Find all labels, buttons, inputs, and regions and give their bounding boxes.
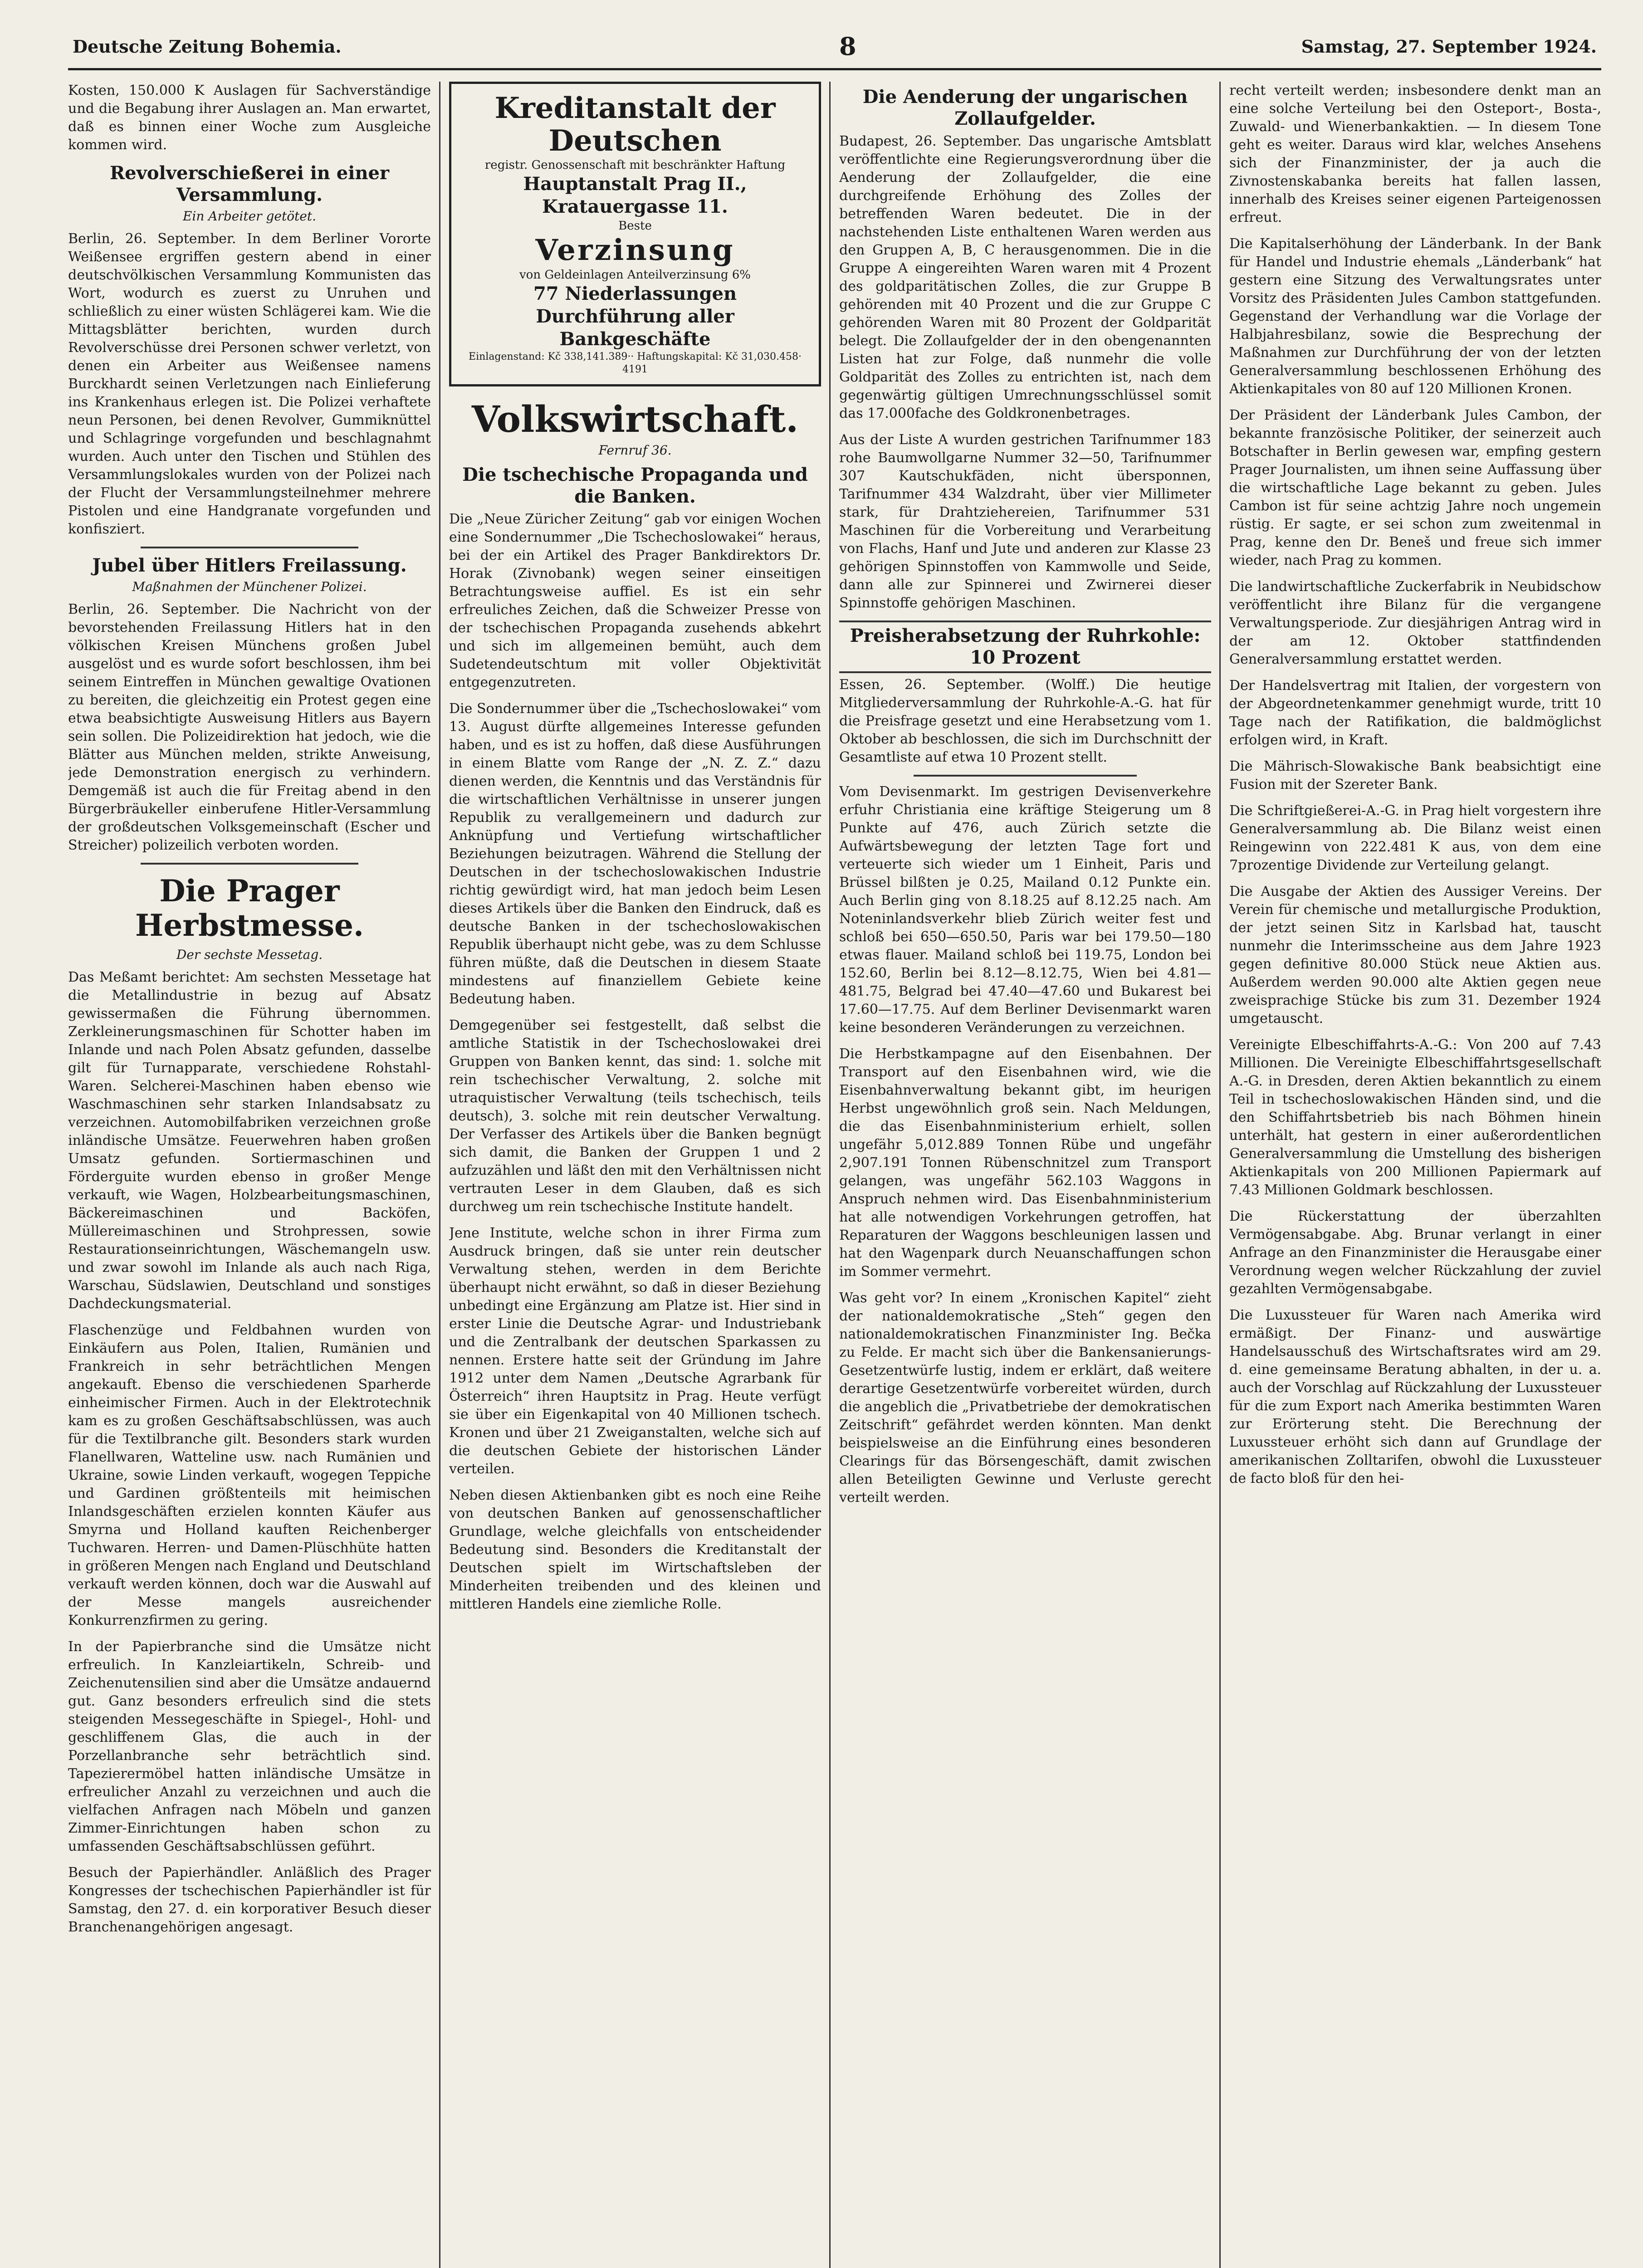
article-paragraph: Die Sondernummer über die „Tschechoslowakei“ vom 13. August dürfte allgemeines Interesse gefunden haben, und es ist zu hoffen, daß diese Ausführungen in einem Blatte vom Range der „N. Z. Z.“ dazu dienen werden, die Kenntnis und das Verständnis für die wirtschaftlichen Verhältnisse in unserer jungen Republik zu verallgemeinern und dadurch zur Anknüpfung und Vertiefung wirtschaftlicher Beziehungen beizutragen. Während die Stellung der Deutschen in der tschechoslowakischen Industrie richtig gewürdigt wird, hat man jedoch beim Lesen dieses Artikels über die Banken den Eindruck, daß es deutsche Banken in der tschechoslowakischen Republik überhaupt nicht gebe, was zu dem Schlusse führen müßte, daß die Deutschen in diesem Staate mindestens auf finanziellem Gebiete keine Bedeutung haben.	[449, 701, 821, 1007]
article-paragraph: Die Ausgabe der Aktien des Aussiger Vereins. Der Verein für chemische und metallurgische Produktion, der jetzt seinen Sitz in Karlsbad hat, tauscht nunmehr die Interimsscheine aus dem Jahre 1923 gegen definitive 80.000 Stück neue Aktien aus. Außerdem werden 90.000 alte Aktien gegen neue zweisprachige Stücke bis zum 31. Dezember 1924 umgetauscht.	[1229, 884, 1601, 1026]
column-rule	[439, 82, 440, 2268]
section-title: Volkswirtschaft.	[471, 398, 799, 440]
ad-code: 4191	[622, 364, 648, 375]
intro-paragraph: Kosten, 150.000 K Auslagen für Sachverständige und die Begabung ihrer Auslagen an. Man erwartet, daß es binnen einer Woche zum Ausgleiche kommen wird.	[68, 83, 431, 153]
article-paragraph: Die landwirtschaftliche Zuckerfabrik in Neubidschow veröffentlicht ihre Bilanz für die vergangene Verwaltungsperiode. Zur diesjährigen Antrag wird in der am 12. Oktober stattfindenden Generalversammlung erstattet werden.	[1229, 579, 1601, 667]
masthead	[68, 32, 1601, 70]
ad-line: registr. Genossenschaft mit beschränkter Haftung	[484, 158, 786, 172]
column-4	[1229, 82, 1601, 2268]
article-paragraph: In der Papierbranche sind die Umsätze nicht erfreulich. In Kanzleiartikeln, Schreib- und Zeichenutensilien sind aber die Umsätze andauernd gut. Ganz besonders erfreulich sind die stets steigenden Messegeschäfte in Spiegel-, Hohl- und geschliffenem Glas, die auch in der Porzellanbranche sehr beträchtlich sind. Tapezierermöbel hatten inländische Umsätze in erfreulicher Anzahl zu verzeichnen und auch die vielfachen Anfragen nach Möbeln und ganzen Zimmer-Einrichtungen haben schon zu umfassenden Geschäftsabschlüssen geführt.	[68, 1639, 431, 1854]
article-title: Preisherabsetzung der Ruhrkohle: 10 Prozent	[839, 621, 1211, 673]
ad-line: Verzinsung	[535, 233, 735, 267]
masthead-title: Deutsche Zeitung Bohemia.	[73, 36, 342, 57]
ad-footer: Einlagenstand: Kč 338,141.389·· Haftungskapital: Kč 31,030.458·	[469, 351, 802, 362]
article-paragraph: Der Präsident der Länderbank Jules Cambon, der bekannte französische Politiker, der seinerzeit auch Botschafter in Berlin gewesen war, empfing gestern Prager Journalisten, um ihnen seine Auffassung über die wirtschaftliche Lage bekannt zu geben. Jules Cambon ist für seine achtzig Jahre noch ungemein rüstig. Er sagte, er sei schon zum zweitenmal in Prag, kenne den Dr. Beneš und freue sich immer wieder, nach Prag zu kommen.	[1229, 407, 1601, 568]
ad-line: Hauptanstalt Prag II., Kratauergasse 11.	[523, 173, 747, 217]
ad-line: 77 Niederlassungen	[533, 283, 737, 304]
article-paragraph: Flaschenzüge und Feldbahnen wurden von Einkäufern aus Polen, Italien, Rumänien und Frankreich in sehr beträchtlichen Mengen angekauft. Ebenso die verschiedenen Sparherde einheimischer Firmen. Auch in der Elektrotechnik kam es zu großen Geschäftsabschlüssen, was auch für die Textilbranche gilt. Besonders stark wurden Flanellwaren, Watteline usw. nach Rumänien und Ukraine, sowie Linden verkauft, wogegen Teppiche und Gardinen größtenteils mit heimischen Inlandsgeschäften erzielen konnten Käufer aus Smyrna und Holland kauften Reichenberger Tuchwaren. Herren- und Damen-Plüschhüte hatten in größeren Mengen nach England und Deutschland verkauft werden können, doch war die Auswahl auf der Messe mangels ausreichender Konkurrenzfirmen zu gering.	[68, 1322, 431, 1628]
column-rule	[829, 82, 831, 2268]
article-subtitle: Maßnahmen der Münchener Polizei.	[132, 579, 367, 594]
ad-title: Kreditanstalt der Deutschen	[494, 91, 776, 158]
masthead-date: Samstag, 27. September 1924.	[1301, 36, 1597, 57]
article-title: Revolverschießerei in einer Versammlung.	[109, 162, 390, 205]
article-paragraph: Das Meßamt berichtet: Am sechsten Messetage hat die Metallindustrie in bezug auf Absatz gewissermaßen die Führung übernommen. Zerkleinerungsmaschinen für Schotter haben im Inlande und nach Polen Absatz gefunden, dasselbe gilt für Turnapparate, verschiedene Rohstahl-Waren. Selcherei-Maschinen haben ebenso wie Waschmaschinen sehr starken Inlandsabsatz zu verzeichnen. Automobilfabriken verzeichnen große inländische Umsätze. Feuerwehren haben großen Umsatz gefunden. Sortiermaschinen und Förderguite wurden ebenso in großer Menge verkauft, wie Wagen, Holzbearbeitungsmaschinen, Bäckereimaschinen und Backöfen, Müllereimaschinen und Strohpressen, sowie Restaurationseinrichtungen, Wäschemangeln usw. und zwar sowohl im Inlande als auch nach Riga, Warschau, Südslawien, Deutschland und sonstiges Dachdeckungsmaterial.	[68, 969, 431, 1312]
newspaper-page	[68, 32, 1601, 2268]
column-2	[449, 82, 821, 2268]
article-paragraph: Aus der Liste A wurden gestrichen Tarifnummer 183 rohe Baumwollgarne Nummer 32—50, Tarifnummer 307 Kautschukfäden, nicht übersponnen, Tarifnummer 434 Walzdraht, über vier Millimeter stark, für Drahtziehereien, Tarifnummer 531 Maschinen für die Vorbereitung und Verarbeitung von Flachs, Hanf und Jute und anderen zur Klasse 23 gehörigen Spinnstoffen von Kammwolle und Seide, dann alle zur Spinnerei und Zwirnerei dieser Spinnstoffe gehörigen Maschinen.	[839, 432, 1211, 611]
article-paragraph: Neben diesen Aktienbanken gibt es noch eine Reihe von deutschen Banken auf genossenschaftlicher Grundlage, welche gleichfalls von entscheidender Bedeutung sind. Besonders die Kreditanstalt der Deutschen spielt im Wirtschaftsleben der Minderheiten treibenden und des kleinen und mittleren Handels eine ziemliche Rolle.	[449, 1487, 821, 1612]
article-subtitle: Ein Arbeiter getötet.	[182, 209, 317, 224]
separator	[914, 775, 1137, 777]
article-paragraph: Vereinigte Elbeschiffahrts-A.-G.: Von 200 auf 7.43 Millionen. Die Vereinigte Elbeschiffahrtsgesellschaft A.-G. in Dresden, deren Aktien bekanntlich zu einem Teil in tschechoslowakischen Händen sind, und die den Schiffahrtsbetrieb bis nach Böhmen hinein unterhält, hat gestern in einer außerordentlichen Generalversammlung die Umstellung des bisherigen Aktienkapitals von 200 Millionen Papiermark auf 7.43 Millionen Goldmark beschlossen.	[1229, 1037, 1601, 1198]
column-3	[839, 82, 1211, 2268]
page-number: 8	[839, 32, 856, 61]
article-paragraph: Budapest, 26. September. Das ungarische Amtsblatt veröffentlichte eine Regierungsverordnung über die Aenderung der Zollaufgelder, die eine durchgreifende Erhöhung des Zolles der betreffenden Waren bedeutet. Die in der nachstehenden Liste enthaltenen Waren werden aus den Gruppen A, B, C herausgenommen. Die in die Gruppe A eingereihten Waren waren mit 4 Prozent des goldparitätischen Zolles, die zur Gruppe B gehörenden mit 40 Prozent und die zur Gruppe C gehörenden Waren mit 80 Prozent der Goldparität belegt. Die Zollaufgelder der in den obengenannten Listen hat zur Folge, daß nunmehr die volle Goldparität des Zolles zu entrichten ist, nach dem gegenwärtig gültigen Umrechnungsschlüssel somit das 17.000fache des Goldkronenbetrages.	[839, 133, 1211, 421]
separator	[141, 547, 358, 548]
section-phone: Fernruf 36.	[598, 443, 672, 458]
article-paragraph: Die Rückerstattung der überzahlten Vermögensabgabe. Abg. Brunar verlangt in einer Anfrage an den Finanzminister die Herausgabe einer Verordnung wegen welcher Rückzahlung der zuviel gezahlten Vermögensabgabe.	[1229, 1208, 1601, 1297]
separator	[141, 863, 358, 865]
bank-advertisement	[449, 82, 821, 386]
article-paragraph: Berlin, 26. September. Die Nachricht von der bevorstehenden Freilassung Hitlers hat in den völkischen Kreisen Münchens großen Jubel ausgelöst und es wurde sofort beschlossen, ihm bei seinem Eintreffen in München gewaltige Ovationen zu bereiten, die gleichzeitig ein Protest gegen eine etwa beabsichtigte Ausweisung Hitlers aus Bayern sein sollen. Die Polizeidirektion hat jedoch, wie die Blätter aus München melden, strikte Anweisung, jede Demonstration energisch zu verhindern. Demgemäß ist auch die für Freitag abend in den Bürgerbräukeller einberufene Hitler-Versammlung der großdeutschen Volksgemeinschaft (Escher und Streicher) polizeilich verboten worden.	[68, 601, 431, 853]
article-paragraph: Die Mährisch-Slowakische Bank beabsichtigt eine Fusion mit der Szereter Bank.	[1229, 758, 1601, 792]
article-paragraph: recht verteilt werden; insbesondere denkt man an eine solche Verteilung bei den Osteport-, Bosta-, Zuwald- und Wienerbankaktien. — In diesem Tone geht es weiter. Daraus wird klar, welches Ansehens sich der Finanzminister, der ja auch die Zivnostenskabanka bereits hat fallen lassen, innerhalb des Kreises seiner eigenen Parteigenossen erfreut.	[1229, 83, 1601, 225]
article-paragraph: Vom Devisenmarkt. Im gestrigen Devisenverkehre erfuhr Christiania eine kräftige Steigerung um 8 Punkte auf 476, auch Zürich setzte die Aufwärtsbewegung der letzten Tage fort und verteuerte sich wieder um 1 Einheit, Paris und Brüssel bilßten je 0.25, Mailand 0.12 Punkte ein. Auch Berlin ging von 8.18.25 auf 8.12.25 nach. Am Noteninlandsverkehr blieb Zürich weiter fest und schloß bei 650—650.50, Paris war bei 179.50—180 etwas flauer. Mailand schloß bei 119.75, London bei 152.60, Berlin bei 8.12—8.12.75, Wien bei 4.81—481.75, Belgrad bei 47.40—47.60 und Bukarest bei 17.60—17.75. Auf dem Berliner Devisenmarkt waren keine besonderen Veränderungen zu verzeichnen.	[839, 784, 1211, 1036]
article-paragraph: Die Luxussteuer für Waren nach Amerika wird ermäßigt. Der Finanz- und auswärtige Handelsausschuß des Wirtschaftsrates wird am 29. d. eine gemeinsame Beratung abhalten, in der u. a. auch der Vorschlag auf Rückzahlung der Luxussteuer für die zum Export nach Amerika bestimmten Waren zur Erörterung steht. Die Berechnung der Luxussteuer erhöht sich dann auf Grundlage der amerikanischen Zolltarifen, obwohl die Luxussteuer de facto bloß für den hei-	[1229, 1307, 1601, 1486]
ad-line: Beste	[618, 219, 652, 233]
article-paragraph: Jene Institute, welche schon in ihrer Firma zum Ausdruck bringen, daß sie unter rein deutscher Verwaltung stehen, werden in dem Berichte überhaupt nicht erwähnt, so daß in dieser Beziehung unbedingt eine Ergänzung am Platze ist. Hier sind in erster Linie die Deutsche Agrar- und Industriebank und die Zentralbank der deutschen Sparkassen zu nennen. Erstere hatte seit der Gründung im Jahre 1912 unter dem Namen „Deutsche Agrarbank für Österreich“ ihren Hauptsitz in Prag. Heute verfügt sie über ein Eigenkapital von 40 Millionen tschech. Kronen und über 21 Zweiganstalten, welche sich auf die deutschen Gebiete der historischen Länder verteilen.	[449, 1225, 821, 1477]
article-paragraph: Berlin, 26. September. In dem Berliner Vororte Weißensee ergriffen gestern abend in einer deutschvölkischen Versammlung Kommunisten das Wort, wodurch es zuerst zu Unruhen und schließlich zu einer wüsten Schlägerei kam. Wie die Mittagsblätter berichten, wurden durch Revolverschüsse drei Personen schwer verletzt, von denen ein Arbeiter aus Weißensee namens Burckhardt seinen Verletzungen nach Einlieferung ins Krankenhaus erlegen ist. Die Polizei verhaftete neun Personen, bei denen Revolver, Gummiknüttel und Schlagringe vorgefunden und beschlagnahmt wurden. Auch unter den Tischen und Stühlen des Versammlungslokales wurden von der Polizei nach der Flucht der Versammlungsteilnehmer mehrere Pistolen und eine Handgranate vorgefunden und konfisziert.	[68, 231, 431, 537]
column-rule	[1219, 82, 1221, 2268]
article-paragraph: Die Schriftgießerei-A.-G. in Prag hielt vorgestern ihre Generalversammlung ab. Die Bilanz weist einen Reingewinn von 222.481 K aus, von dem eine 7prozentige Dividende zur Verteilung gelangt.	[1229, 803, 1601, 873]
article-title: Die Prager Herbstmesse.	[135, 873, 364, 943]
article-paragraph: Der Handelsvertrag mit Italien, der vorgestern von der Abgeordnetenkammer genehmigt wurde, tritt 10 Tage nach der Ratifikation, die baldmöglichst erfolgen wird, in Kraft.	[1229, 678, 1601, 748]
ad-line: Durchführung aller Bankgeschäfte	[536, 306, 734, 350]
article-paragraph: Essen, 26. September. (Wolff.) Die heutige Mitgliederversammlung der Ruhrkohle-A.-G. hat für die Preisfrage gesetzt und eine Herabsetzung vom 1. Oktober ab beschlossen, die sich im Durchschnitt der Gesamtliste auf etwa 10 Prozent stellt.	[839, 677, 1211, 765]
article-paragraph: Die Herbstkampagne auf den Eisenbahnen. Der Transport auf den Eisenbahnen wird, wie die Eisenbahnverwaltung bekannt gibt, im heurigen Herbst ungewöhnlich groß sein. Nach Meldungen, die das Eisenbahnministerium erhielt, sollen ungefähr 5,012.889 Tonnen Rübe und ungefähr 2,907.191 Tonnen Rübenschnitzel zum Transport gelangen, was ungefähr 562.103 Waggons in Anspruch nehmen wird. Das Eisenbahnministerium hat alle notwendigen Vorkehrungen getroffen, hat Reparaturen der Waggons beschleunigen lassen und hat den Wagenpark durch Neuanschaffungen schon im Sommer vermehrt.	[839, 1046, 1211, 1280]
article-paragraph: Besuch der Papierhändler. Anläßlich des Prager Kongresses der tschechischen Papierhändler ist für Samstag, den 27. d. ein korporativer Besuch dieser Branchenangehörigen angesagt.	[68, 1865, 431, 1935]
article-subtitle: Der sechste Messetag.	[176, 947, 323, 962]
article-paragraph: Demgegenüber sei festgestellt, daß selbst die amtliche Statistik in der Tschechoslowakei drei Gruppen von Banken kennt, das sind: 1. solche mit rein tschechischer Verwaltung, 2. solche mit utraquistischer Verwaltung (teils tschechisch, teils deutsch), 3. solche mit rein deutscher Verwaltung. Der Verfasser des Artikels über die Banken begnügt sich damit, die Banken der Gruppen 1 und 2 aufzuzählen und läßt den mit den Verhältnissen nicht vertrauten Leser in dem Glauben, daß es sich durchweg um rein tschechische Institute handelt.	[449, 1017, 821, 1215]
article-title: Die Aenderung der ungarischen Zollaufgelder.	[862, 86, 1188, 129]
article-title: Jubel über Hitlers Freilassung.	[92, 555, 407, 576]
article-paragraph: Was geht vor? In einem „Kronischen Kapitel“ zieht der nationaldemokratische „Steh“ gegen den nationaldemokratischen Finanzminister Ing. Bečka zu Felde. Er macht sich über die Bankensanierungs-Gesetzentwürfe lustig, indem er erklärt, daß weitere derartige Gesetzentwürfe vorbereitet würden, durch die angeblich die „Privatbetriebe der demokratischen Zeitschrift“ gefährdet werden könnten. Man denkt beispielsweise an die Einführung eines besonderen Clearings für das Börsengeschäft, damit zwischen allen Beteiligten Gewinne und Verluste gerecht verteilt werden.	[839, 1290, 1211, 1505]
column-1	[68, 82, 431, 2268]
article-title: Die tschechische Propaganda und die Banken.	[462, 464, 808, 507]
article-paragraph: Die Kapitalserhöhung der Länderbank. In der Bank für Handel und Industrie ehemals „Länderbank“ hat gestern eine Sitzung des Verwaltungsrates unter Vorsitz des Präsidenten Jules Cambon stattgefunden. Gegenstand der Verhandlung war die Vorlage der Halbjahresbilanz, sowie die Besprechung der Maßnahmen zur Durchführung der von der letzten Generalversammlung beschlossenen Erhöhung des Aktienkapitales von 80 auf 120 Millionen Kronen.	[1229, 236, 1601, 397]
ad-line: von Geldeinlagen Anteilverzinsung 6%	[519, 268, 751, 282]
article-lead: Die „Neue Züricher Zeitung“ gab vor einigen Wochen eine Sondernummer „Die Tschechoslowakei“ heraus, bei der ein Artikel des Prager Bankdirektors Dr. Horak (Zivnobank) wegen seiner einseitigen Betrachtungsweise auffiel. Es ist ein sehr erfreuliches Zeichen, daß die Schweizer Presse von der tschechischen Propaganda zusehends abkehrt und sich im allgemeinen bemüht, auch dem Sudetendeutschtum mit voller Objektivität entgegenzutreten.	[449, 511, 821, 690]
